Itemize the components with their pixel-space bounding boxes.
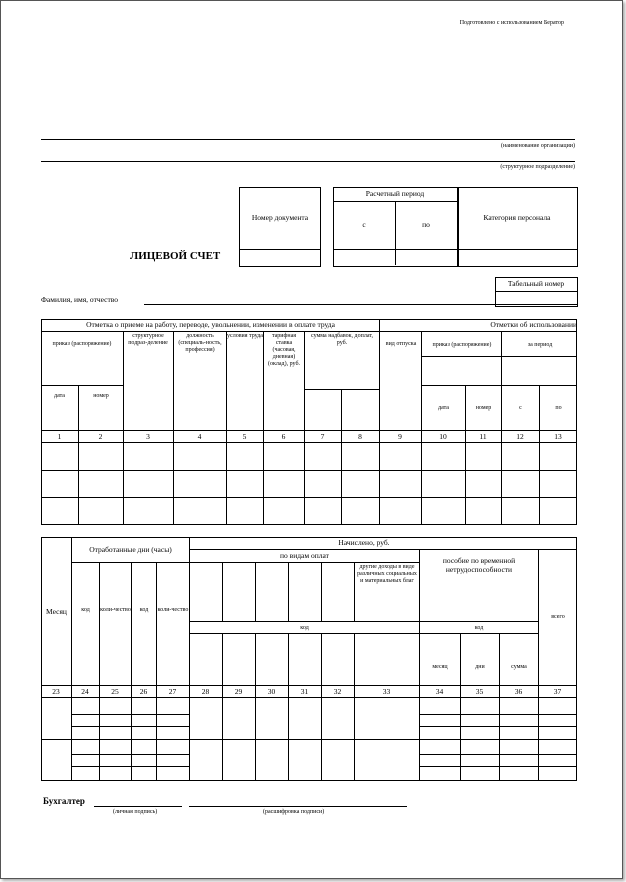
t2-column-number: 35 [475, 686, 484, 696]
t1-date-label: дата [54, 392, 65, 399]
t1-cell[interactable] [380, 471, 421, 497]
t2-cell[interactable] [420, 740, 460, 780]
t1-cell[interactable] [79, 471, 123, 497]
t1-column-number: 1 [57, 431, 62, 441]
t2-accrued-label: Начислено, руб. [338, 538, 390, 548]
t1-cell[interactable] [124, 498, 173, 524]
t1-cell[interactable] [422, 471, 465, 497]
tab-number-label: Табельный номер [507, 278, 565, 288]
t2-cell[interactable] [190, 698, 222, 739]
period-to-field[interactable] [396, 250, 457, 264]
t1-cell[interactable] [342, 471, 379, 497]
category-field[interactable] [458, 250, 576, 264]
t1-cell[interactable] [422, 498, 465, 524]
t1-column-number: 11 [479, 431, 487, 441]
t1-column-number: 8 [358, 431, 362, 441]
t1-conditions-label: условия труда [227, 333, 263, 339]
t1-cell[interactable] [502, 498, 539, 524]
period-from-label: с [362, 219, 366, 229]
t1-cell[interactable] [342, 498, 379, 524]
t2-column-number: 31 [300, 686, 309, 696]
t2-code-label: код [300, 624, 309, 631]
t1-column-number: 6 [281, 431, 286, 441]
t2-cell[interactable] [289, 740, 321, 780]
t1-position-label: должность (специаль-ность, профессия) [178, 333, 222, 353]
t1-cell[interactable] [79, 443, 123, 470]
t1-number-label: номер [93, 392, 109, 399]
t2-sick-benefit-label: пособие по временной нетрудоспособности [442, 556, 516, 574]
t2-cell[interactable] [100, 698, 131, 739]
t2-qty1-label: коли-чество [100, 607, 131, 613]
t1-cell[interactable] [227, 443, 263, 470]
t1-cell[interactable] [305, 471, 341, 497]
t2-cell[interactable] [132, 698, 156, 739]
signature-line[interactable] [94, 806, 182, 807]
t1-cell[interactable] [42, 498, 78, 524]
t1-column-number: 5 [242, 431, 247, 441]
t1-for-period-label: за период [527, 341, 553, 348]
t2-worked-days-label: Отработанные дни (часы) [89, 544, 172, 554]
t2-column-number: 37 [553, 686, 562, 696]
t1-cell[interactable] [540, 443, 577, 470]
category-label: Категория персонала [483, 212, 551, 222]
t2-column-number: 30 [267, 686, 276, 696]
dept-caption: (структурное подразделение) [500, 164, 575, 170]
t2-cell[interactable] [539, 740, 577, 780]
t2-cell[interactable] [539, 698, 577, 739]
t2-code2-label: код [139, 607, 149, 613]
t2-code-right-label: код [474, 624, 484, 631]
t1-date2-label: дата [438, 404, 449, 411]
t2-cell[interactable] [461, 698, 499, 739]
dept-line[interactable] [41, 161, 575, 162]
t1-from-label: с [519, 404, 522, 411]
t1-cell[interactable] [79, 498, 123, 524]
t1-column-number: 3 [146, 431, 150, 441]
t1-column-number: 9 [398, 431, 402, 441]
t2-column-number: 32 [333, 686, 342, 696]
t2-cell[interactable] [223, 698, 255, 739]
t2-cell[interactable] [355, 698, 419, 739]
t2-column-number: 29 [234, 686, 243, 696]
t2-cell[interactable] [500, 740, 538, 780]
t1-cell[interactable] [174, 443, 226, 470]
t1-cell[interactable] [540, 471, 577, 497]
t1-allowances-label: сумма надбавок, доплат, руб. [310, 333, 373, 346]
t1-cell[interactable] [466, 443, 501, 470]
t1-vacation-type-label: вид отпуска [385, 341, 417, 347]
t1-column-number: 12 [516, 431, 524, 441]
t1-cell[interactable] [264, 443, 304, 470]
t1-cell[interactable] [227, 471, 263, 497]
t2-qty2-label: коли-чество [157, 607, 189, 613]
t1-cell[interactable] [466, 471, 501, 497]
t1-column-number: 7 [320, 431, 325, 441]
t2-column-number: 36 [514, 686, 523, 696]
t2-cell[interactable] [256, 698, 288, 739]
t1-to-label: по [555, 404, 562, 411]
period-from-field[interactable] [334, 250, 395, 264]
t2-code1-label: код [81, 607, 90, 613]
t2-cell[interactable] [256, 740, 288, 780]
t2-other-income-label: другие доходы в виде различных социальных и материальных благ [357, 564, 417, 584]
t2-column-number: 34 [435, 686, 444, 696]
t2-cell[interactable] [72, 698, 99, 739]
t1-cell[interactable] [124, 471, 173, 497]
t1-cell[interactable] [42, 471, 78, 497]
t1-struct-unit-label: структурное подраз-деление [128, 333, 168, 346]
t2-cell[interactable] [157, 698, 189, 739]
t2-column-number: 33 [382, 686, 391, 696]
t1-cell[interactable] [502, 471, 539, 497]
t1-cell[interactable] [342, 443, 379, 470]
t1-column-number: 13 [554, 431, 562, 441]
t2-column-number: 26 [139, 686, 148, 696]
t1-cell[interactable] [264, 498, 304, 524]
t1-column-number: 2 [98, 431, 103, 441]
t2-column-number: 25 [111, 686, 119, 696]
t1-cell[interactable] [42, 443, 78, 470]
t2-cell[interactable] [72, 740, 99, 780]
decode-line[interactable] [189, 806, 407, 807]
t2-cell[interactable] [157, 740, 189, 780]
t2-cell[interactable] [420, 698, 460, 739]
t2-cell[interactable] [461, 740, 499, 780]
table1-group-right: Отметки об использовании [490, 320, 577, 330]
t1-order-label: приказ (распоряжение) [52, 341, 112, 347]
t1-cell[interactable] [422, 443, 465, 470]
fio-label: Фамилия, имя, отчество [41, 295, 118, 304]
t1-number2-label: номер [475, 404, 492, 411]
t2-days-label: дни [475, 663, 485, 670]
doc-number-label: Номер документа [251, 212, 309, 222]
t2-cell[interactable] [42, 740, 71, 780]
prepared-note: Подготовлено с использованием Бератор [459, 20, 564, 26]
t1-cell[interactable] [124, 443, 173, 470]
t1-cell[interactable] [380, 443, 421, 470]
t1-cell[interactable] [174, 498, 226, 524]
org-caption: (наименование организации) [501, 143, 575, 149]
t2-cell[interactable] [289, 698, 321, 739]
t1-cell[interactable] [305, 443, 341, 470]
t2-month-label: Месяц [46, 606, 67, 616]
period-title: Расчетный период [365, 188, 425, 198]
doc-number-field[interactable] [240, 250, 319, 264]
t2-cell[interactable] [42, 698, 71, 739]
t2-cell[interactable] [190, 740, 222, 780]
fio-field[interactable] [144, 304, 577, 305]
t2-column-number: 27 [168, 686, 177, 696]
t1-cell[interactable] [502, 443, 539, 470]
t2-cell[interactable] [223, 740, 255, 780]
org-line[interactable] [41, 139, 575, 140]
t1-cell[interactable] [227, 498, 263, 524]
decode-caption: (расшифровка подписи) [263, 809, 325, 815]
accountant-label: Бухгалтер [43, 796, 85, 806]
t1-cell[interactable] [540, 498, 577, 524]
t2-sum-label: сумма [511, 663, 527, 670]
t1-cell[interactable] [174, 471, 226, 497]
t2-cell[interactable] [355, 740, 419, 780]
t1-order2-label: приказ (распоряжение) [432, 341, 492, 348]
t2-by-types-label: по видам оплат [280, 550, 329, 560]
signature-caption: (личная подпись) [113, 809, 158, 815]
t1-rate-label: тарифная ставка (часовая, дневная) (оклад), руб. [267, 333, 300, 367]
t2-month-sub-label: месяц [432, 663, 448, 670]
table1-group-left: Отметка о приеме на работу, переводе, увольнении, изменении в оплате труда [86, 320, 335, 330]
t1-column-number: 10 [439, 431, 447, 441]
t1-cell[interactable] [466, 498, 501, 524]
t2-cell[interactable] [500, 698, 538, 739]
t2-cell[interactable] [100, 740, 131, 780]
t2-cell[interactable] [322, 740, 354, 780]
t2-cell[interactable] [322, 698, 354, 739]
t2-cell[interactable] [132, 740, 156, 780]
t2-column-number: 24 [81, 686, 89, 696]
page-title: ЛИЦЕВОЙ СЧЕТ [130, 250, 221, 262]
t2-total-label: всего [551, 613, 565, 620]
t1-cell[interactable] [305, 498, 341, 524]
period-to-label: по [422, 219, 430, 229]
document-header-box [239, 187, 577, 265]
t2-column-number: 23 [52, 686, 60, 696]
t1-cell[interactable] [264, 471, 304, 497]
t1-column-number: 4 [197, 431, 202, 441]
t2-column-number: 28 [201, 686, 210, 696]
t1-cell[interactable] [380, 498, 421, 524]
